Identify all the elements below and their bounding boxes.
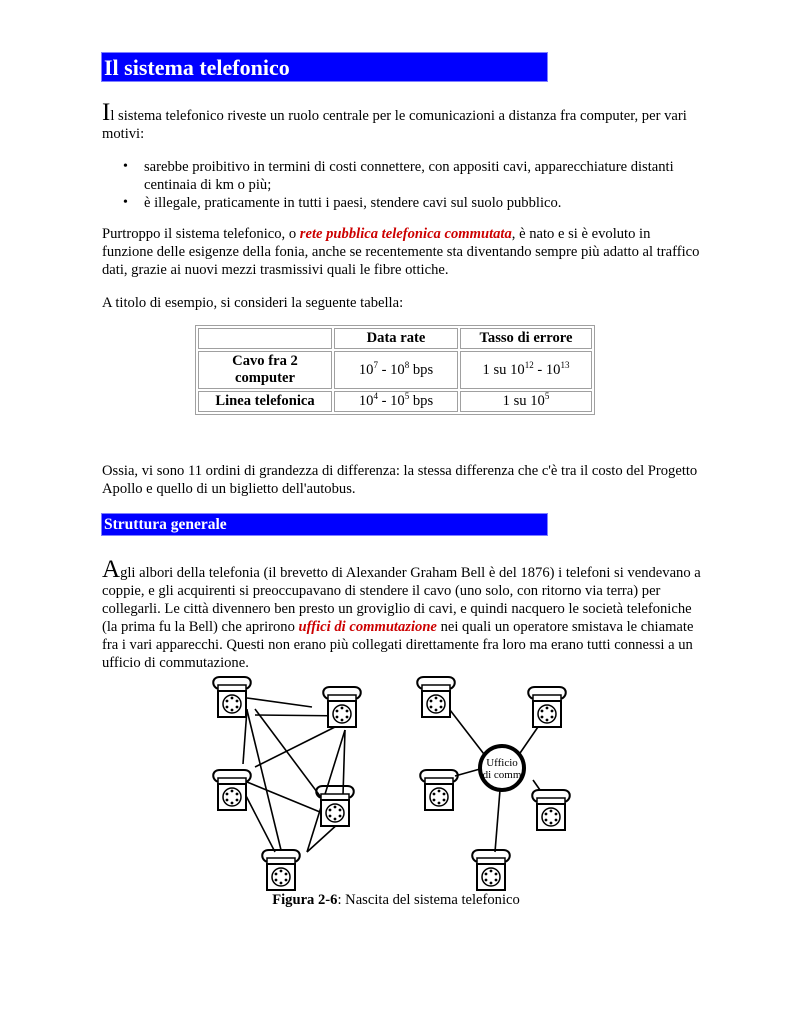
intro-paragraph — [102, 99, 702, 143]
telephone-icon — [532, 790, 570, 830]
telephone-icon — [213, 677, 251, 717]
list-item: • è illegale, praticamente in tutti i paesi, stendere cavi sul suolo pubblico. — [102, 194, 702, 212]
list-item: • sarebbe proibitivo in termini di costi connettere, con appositi cavi, apparecchiature distanti centinaia di km o più; — [102, 158, 702, 194]
section-title-struttura-generale: Struttura generale — [101, 513, 548, 536]
table-header-row — [198, 328, 592, 349]
telephone-icon — [323, 687, 361, 727]
comparison-table — [195, 325, 595, 415]
cell-error-rate: 1 su $10^{12} - 10^{13}$ — [460, 351, 592, 389]
section-title-sistema-telefonico: Il sistema telefonico — [101, 52, 548, 82]
telephone-icon — [420, 770, 458, 810]
cell-data-rate: $10^4 - 10^5$ bps — [334, 391, 458, 412]
intro-text: l sistema telefonico riveste un ruolo centrale per le comunicazioni a distanza fra computer, per vari motivi: — [102, 108, 687, 142]
telephone-icon — [528, 687, 566, 727]
cell-data-rate: $10^7 - 10^8$ bps — [334, 351, 458, 389]
pstn-text-end: , è nato e si è evoluto in funzione delle esigenze della fonia, anche se recentemente sta diventando sempre più adatto al traffico dati, grazie ai nuovi mezzi trasmissivi quali le fibre ottiche. — [102, 226, 700, 278]
pstn-paragraph — [102, 225, 702, 279]
history-text-end: nei quali un operatore smistava le chiamate fra i vari apparecchi. Questi non erano più collegati direttamente fra loro ma erano tutti connessi a un ufficio di commutazione. — [102, 619, 694, 671]
telephone-icon — [262, 850, 300, 890]
table-row — [198, 391, 592, 412]
row-label-cavo: Cavo fra 2 computer — [198, 351, 332, 389]
history-paragraph — [102, 556, 702, 672]
table-intro-paragraph: A titolo di esempio, si consideri la seguente tabella: — [102, 295, 404, 311]
row-label-linea: Linea telefonica — [198, 391, 332, 412]
pstn-text-start: Purtroppo il sistema telefonico, o — [102, 226, 300, 242]
header-error-rate: Tasso di errore — [460, 328, 592, 349]
drop-capital: I — [102, 99, 111, 126]
hub-label-line2: di comm — [482, 769, 522, 781]
hub-label-line1: Ufficio — [486, 757, 518, 769]
term-rete-pubblica: rete pubblica telefonica commutata — [299, 226, 512, 242]
header-data-rate: Data rate — [334, 328, 458, 349]
table-row — [198, 351, 592, 389]
figure-caption — [101, 891, 691, 909]
cell-error-rate: 1 su $10^5$ — [460, 391, 592, 412]
term-uffici-commutazione: uffici di commutazione — [298, 619, 437, 635]
telephone-icon — [472, 850, 510, 890]
telephone-icon — [316, 786, 354, 826]
table-corner-cell — [198, 328, 332, 349]
caption-label: Figura 2-6 — [272, 892, 338, 908]
telephone-icon — [417, 677, 455, 717]
telephone-icon — [213, 770, 251, 810]
telephone-network-figure — [195, 672, 590, 894]
history-text-start: gli albori della telefonia (il brevetto di Alexander Graham Bell è del 1876) i telefoni si vendevano a coppie, e gli acquirenti si preoccupavano di stendere il cavo (uno solo, con ritorno via terra) per collegarli. Le città divennero ben presto un groviglio di cavi, e quindi nacquero le società telefoniche (la prima fu la Bell) che aprirono — [102, 565, 701, 635]
reasons-list — [102, 158, 702, 212]
switching-office-hub — [480, 746, 524, 790]
caption-text: : Nascita del sistema telefonico — [337, 892, 520, 908]
apollo-paragraph: Ossia, vi sono 11 ordini di grandezza di differenza: la stessa differenza che c'è tra il costo del Progetto Apollo e quello di un biglietto dell'autobus. — [102, 463, 698, 497]
drop-capital: A — [102, 556, 121, 583]
